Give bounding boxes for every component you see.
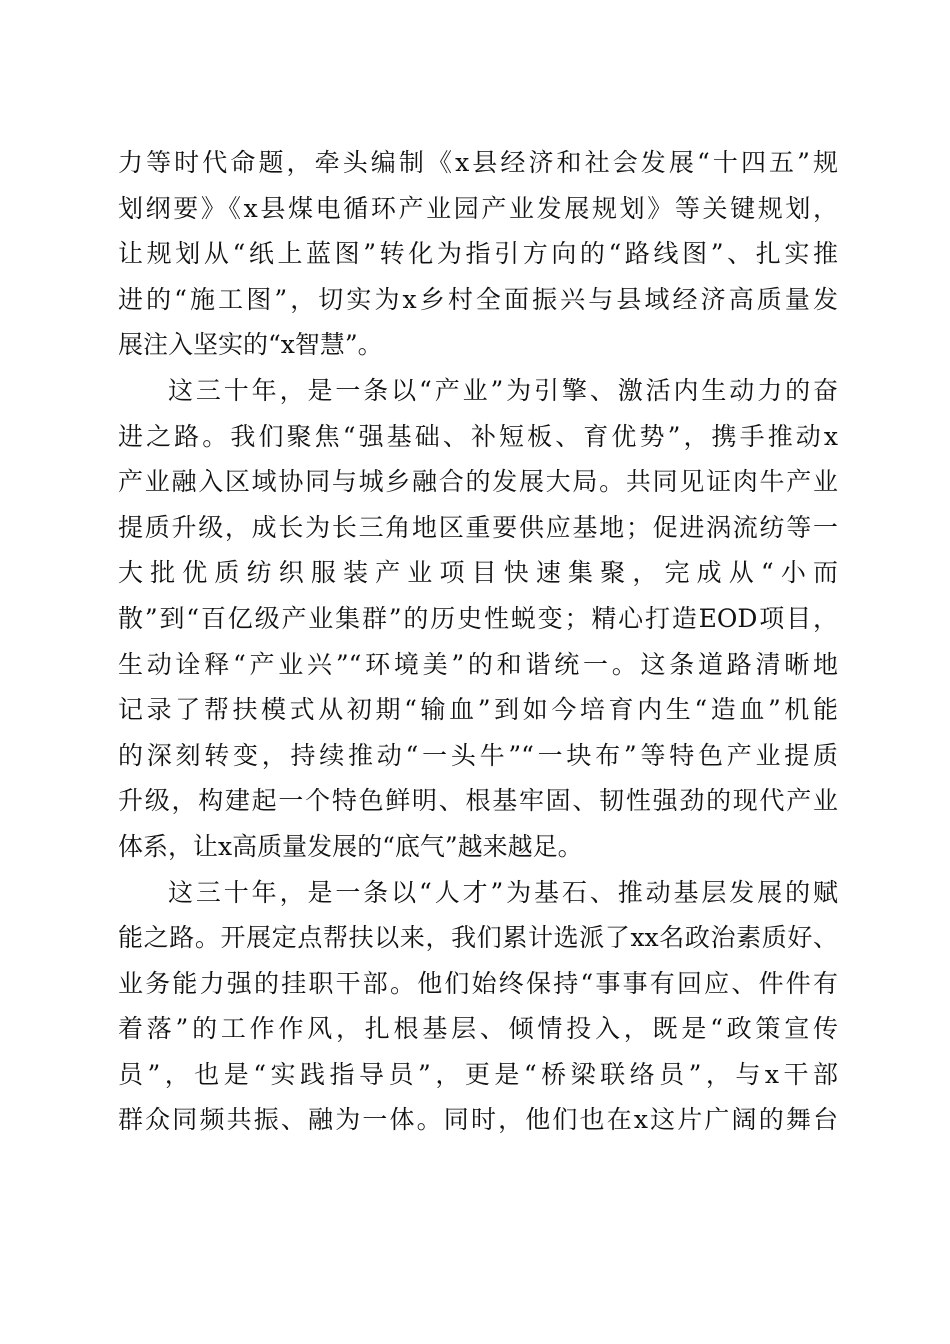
text-line: 业务能力强的挂职干部。他们始终保持“事事有回应、件件有 xyxy=(118,968,838,998)
text-line: 生动诠释“产业兴”“环境美”的和谐统一。这条道路清晰地 xyxy=(118,649,838,679)
text-line: 的深刻转变，持续推动“一头牛”“一块布”等特色产业提质 xyxy=(118,740,838,770)
paragraph xyxy=(118,870,838,1144)
paragraph xyxy=(118,368,838,870)
text-line: 划纲要》《x县煤电循环产业园产业发展规划》等关键规划， xyxy=(118,193,838,223)
text-line: 散”到“百亿级产业集群”的历史性蜕变；精心打造EOD项目， xyxy=(118,603,838,633)
text-line: 员”，也是“实践指导员”，更是“桥梁联络员”，与x干部 xyxy=(118,1059,838,1089)
text-line: 进之路。我们聚焦“强基础、补短板、育优势”，携手推动x xyxy=(118,421,838,451)
text-line: 体系，让x高质量发展的“底气”越来越足。 xyxy=(118,831,583,861)
text-line: 着落”的工作作风，扎根基层、倾情投入，既是“政策宣传 xyxy=(118,1014,838,1044)
text-line: 力等时代命题，牵头编制《x县经济和社会发展“十四五”规 xyxy=(118,148,838,177)
text-line: 升级，构建起一个特色鲜明、根基牢固、韧性强劲的现代产业 xyxy=(118,786,838,816)
text-line: 群众同频共振、融为一体。同时，他们也在x这片广阔的舞台 xyxy=(118,1105,838,1135)
paragraph xyxy=(118,140,838,368)
text-line: 进的“施工图”，切实为x乡村全面振兴与县域经济高质量发 xyxy=(118,284,838,314)
text-line: 这三十年，是一条以“产业”为引擎、激活内生动力的奋 xyxy=(168,375,838,405)
text-line: 这三十年，是一条以“人才”为基石、推动基层发展的赋 xyxy=(168,877,838,907)
text-line: 能之路。开展定点帮扶以来，我们累计选派了xx名政治素质好、 xyxy=(118,923,838,953)
document-body xyxy=(118,140,838,1143)
text-line: 提质升级，成长为长三角地区重要供应基地；促进涡流纺等一 xyxy=(118,512,838,542)
text-line: 让规划从“纸上蓝图”转化为指引方向的“路线图”、扎实推 xyxy=(118,239,838,269)
text-line: 产业融入区域协同与城乡融合的发展大局。共同见证肉牛产业 xyxy=(118,467,838,497)
text-line: 大批优质纺织服装产业项目快速集聚，完成从“小而 xyxy=(118,558,838,588)
text-line: 记录了帮扶模式从初期“输血”到如今培育内生“造血”机能 xyxy=(118,695,838,725)
text-line: 展注入坚实的“x智慧”。 xyxy=(118,330,383,360)
